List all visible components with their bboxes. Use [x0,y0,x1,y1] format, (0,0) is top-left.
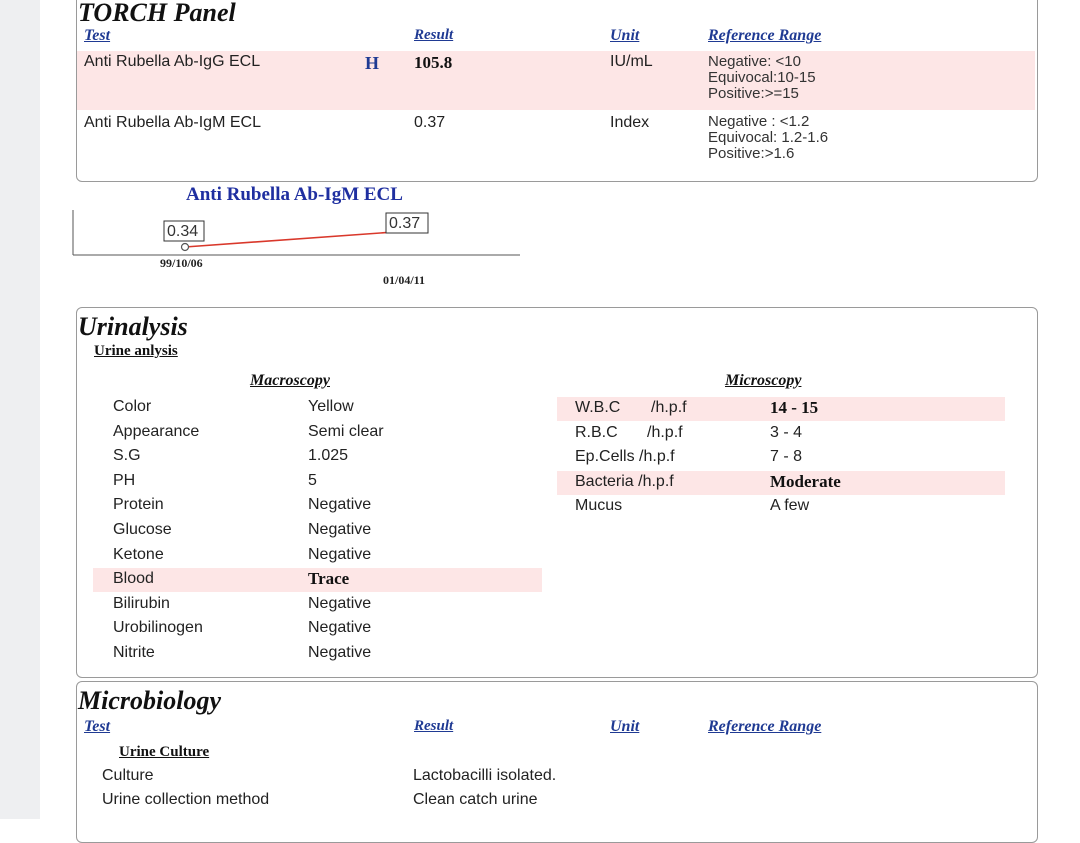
high-flag: H [365,53,380,73]
macro-row-name: Color [113,398,152,415]
torch-header-test: Test [84,27,111,44]
micro-row-name: Bacteria /h.p.f [575,472,674,490]
torch-row-reference [708,114,828,162]
micro-row-value: Moderate [770,471,841,491]
micro-row-unit: /h.p.f [651,399,687,416]
torch-header-result: Result [414,27,454,43]
torch-row-result: 0.37 [414,114,446,131]
macro-row-value: Negative [308,594,372,612]
data-label: 0.37 [389,215,421,232]
macro-row-name: Urobilinogen [113,619,203,637]
x-tick-label: 99/10/06 [160,256,203,270]
micro-row-value: A few [770,497,810,515]
macro-row-value: Negative [308,545,372,563]
x-tick-label: 01/04/11 [383,273,426,287]
micro-row-name: R.B.C [575,423,618,441]
macro-row-value: Trace [308,569,350,589]
macro-row-value: 1.025 [308,447,349,465]
macro-row-value: Yellow [308,398,354,415]
data-point [182,244,189,251]
micro-header-result: Result [414,718,454,734]
macro-row-name: Glucose [113,521,172,538]
macro-row-name: Nitrite [113,644,155,661]
macro-row-value: Semi clear [308,422,384,440]
macro-row-value: Negative [308,521,372,538]
ref-line: Equivocal:10-15 [708,69,816,86]
torch-row-unit: IU/mL [610,53,653,70]
micro-header-reference: Reference Range [708,718,822,735]
macro-row-name: Protein [113,496,164,514]
macro-row-value: Negative [308,619,372,637]
torch-header-reference: Reference Range [708,27,822,44]
micro-row-value: 14 - 15 [770,398,819,417]
macro-row-value: 5 [308,471,317,489]
micro-row-name: Mucus [575,497,623,515]
culture-result: Lactobacilli isolated. [413,767,557,784]
ref-line: Equivocal: 1.2-1.6 [708,129,829,146]
macroscopy-header: Macroscopy [250,372,330,389]
micro-header-unit: Unit [610,718,640,735]
urinalysis-title: Urinalysis [78,312,188,341]
microbiology-title: Microbiology [78,686,221,715]
micro-row-unit: /h.p.f [647,423,683,441]
collection-method-result: Clean catch urine [413,791,538,808]
macro-row-name: Ketone [113,545,164,563]
trend-chart [70,205,530,290]
data-label: 0.34 [167,223,199,240]
series-line [185,231,408,247]
torch-row-unit: Index [610,114,650,131]
urine-culture-subheader: Urine Culture [119,744,210,760]
macro-row-name: PH [113,471,136,489]
microscopy-header: Microscopy [725,372,802,389]
ref-line: Negative : <1.2 [708,113,810,130]
torch-row-reference [708,54,816,102]
ref-line: Positive:>=15 [708,85,799,102]
ref-line: Positive:>1.6 [708,145,795,162]
page-gutter [0,0,40,819]
urinalysis-subtitle: Urine anlysis [94,343,178,359]
micro-row-name: W.B.C [575,399,621,416]
micro-row-value: 3 - 4 [770,423,803,441]
torch-title: TORCH Panel [78,0,236,27]
macro-row-name: Appearance [113,422,200,440]
chart-title: Anti Rubella Ab-IgM ECL [186,184,403,205]
ref-line: Negative: <10 [708,53,801,70]
macro-row-name: Blood [113,570,154,588]
culture-label: Culture [102,767,154,784]
macro-row-name: S.G [113,447,141,465]
macro-row-value: Negative [308,644,372,661]
torch-row-test: Anti Rubella Ab-IgG ECL [84,53,261,70]
collection-method-label: Urine collection method [102,791,270,808]
micro-row-value: 7 - 8 [770,448,803,466]
micro-header-test: Test [84,718,111,735]
micro-row-name: Ep.Cells /h.p.f [575,448,675,466]
torch-header-unit: Unit [610,27,640,44]
macro-row-name: Bilirubin [113,594,170,612]
macro-row-value: Negative [308,496,372,514]
torch-row-test: Anti Rubella Ab-IgM ECL [84,114,261,131]
torch-row-result: 105.8 [414,53,453,72]
